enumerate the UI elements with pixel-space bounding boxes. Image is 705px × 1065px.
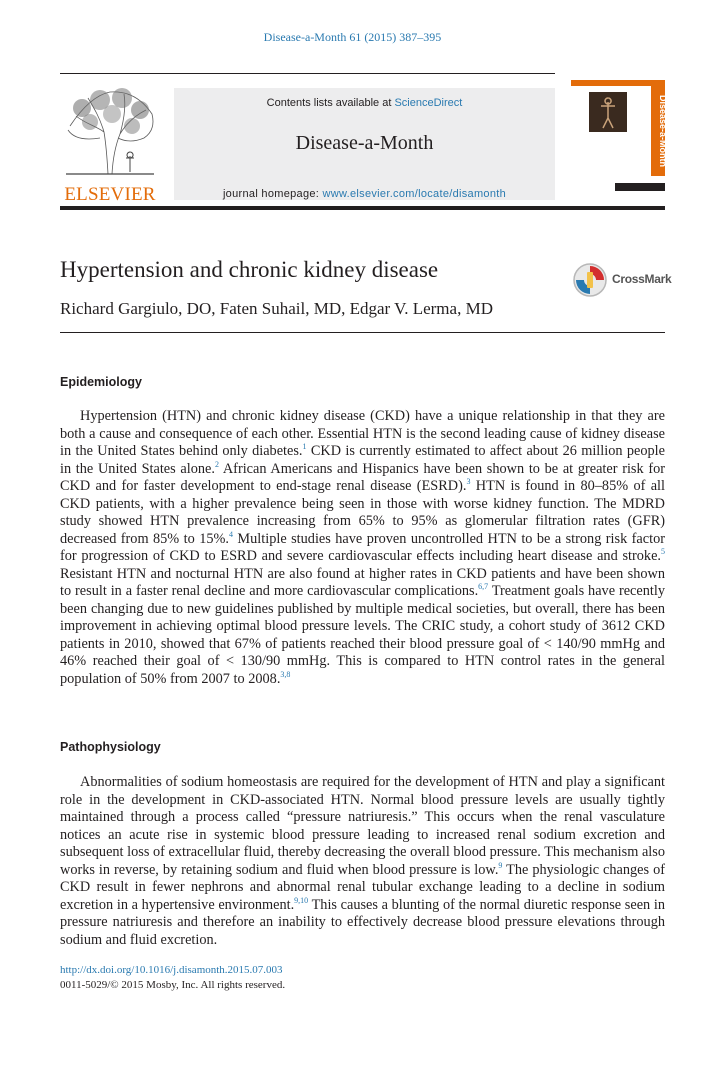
journal-banner [174, 88, 555, 200]
elsevier-wordmark: ELSEVIER [64, 184, 156, 205]
cover-bottom-bar [615, 183, 665, 191]
citation-link[interactable]: 9 [498, 860, 503, 870]
cover-figure-icon [589, 92, 627, 132]
copyright: 0011-5029/© 2015 Mosby, Inc. All rights reserved. [60, 979, 286, 991]
body-text-run: Resistant HTN and nocturnal HTN are also found at higher rates in CKD patients and have been shown to result in a faster renal decline and more cardiovascular complications. [60, 565, 665, 599]
crossmark-label: CrossMark [612, 272, 672, 286]
crossmark-badge[interactable] [572, 262, 672, 298]
masthead [60, 80, 668, 205]
article-title: Hypertension and chronic kidney disease [60, 257, 439, 282]
journal-reference[interactable]: Disease-a-Month 61 (2015) 387–395 [263, 30, 442, 44]
elsevier-tree-icon [60, 86, 160, 178]
body-text-run: African Americans and Hispanics have been shown to be at greater risk for CKD and for faster development to end-stage renal disease (ESRD). [60, 460, 665, 494]
body-text-run: CKD is currently estimated to affect about 26 million people in the United States alone. [60, 443, 665, 477]
body-text-run: The physiologic changes of CKD result in fewer nephrons and abnormal renal tubular exchange leading to a decline in sodium excretion in a hypertensive environment. [60, 861, 665, 913]
crossmark-icon [572, 262, 608, 298]
citation-link[interactable]: 5 [661, 547, 665, 557]
contents-prefix: Contents lists available at [266, 97, 395, 109]
section-heading: Pathophysiology [60, 740, 161, 754]
citation-link[interactable]: 4 [229, 529, 233, 539]
journal-cover[interactable] [571, 80, 668, 198]
elsevier-logo[interactable] [60, 86, 160, 205]
body-text-run: Abnormalities of sodium homeostasis are required for the development of HTN and play a significant role in the development in CKD-associated HTN. Normal blood pressure levels are usually tightly maintained through a process called “pressure natriuresis.” This occurs when the renal vasculature notices an acute rise in systemic blood pressure leading to increased renal sodium excretion and subsequent loss of extracellular fluid, thereby decreasing the overall blood pressure. This mechanism also works in reverse, by retaining sodium and fluid when blood pressure is low. [60, 774, 665, 878]
top-divider [60, 73, 555, 74]
doi-link[interactable]: http://dx.doi.org/10.1016/j.disamonth.2015.07.003 [60, 964, 283, 976]
citation-link[interactable]: 1 [302, 442, 307, 452]
citation-link[interactable]: 6,7 [478, 582, 489, 592]
cover-title: Disease-a-Month [658, 94, 668, 167]
section-body [60, 774, 665, 949]
footer [60, 963, 285, 993]
homepage-prefix: journal homepage: [222, 188, 323, 200]
body-text-run: Multiple studies have proven uncontrolled HTN to be a strong risk factor for progression of CKD to ESRD and severe cardiovascular effects including heart disease and stroke. [60, 530, 665, 564]
body-text-run: HTN is found in 80–85% of all CKD patients, with a higher prevalence being seen in those with worse kidney function. The MDRD study showed HTN prevalence increasing from 65% to 95% as glomerular filtration rates (GFR) decreased from 85% to 15%. [60, 478, 665, 547]
homepage-line [174, 188, 555, 200]
title-divider [60, 332, 665, 333]
sciencedirect-link[interactable]: ScienceDirect [394, 97, 463, 109]
citation-link[interactable]: 2 [214, 459, 219, 469]
homepage-link[interactable]: www.elsevier.com/locate/disamonth [322, 188, 507, 200]
masthead-divider [60, 206, 665, 210]
citation-link[interactable]: 3,8 [280, 669, 291, 679]
body-text-run: Treatment goals have recently been changing due to new guidelines published by multiple medical societies, but overall, there has been improvement in achieving optimal blood pressure levels. The CRIC study, a cohort study of 3612 CKD patients in 2010, showed that 67% of patients reached their blood pressure goal of < 140/90 mmHg and 46% reached their goal of < 130/90 mmHg. This is compared to HTN control rates in the general population of 50% from 2007 to 2008. [60, 583, 665, 687]
contents-line [174, 97, 555, 109]
journal-title: Disease-a-Month [295, 132, 434, 154]
authors: Richard Gargiulo, DO, Faten Suhail, MD, Edgar V. Lerma, MD [60, 299, 493, 318]
body-text-run: Hypertension (HTN) and chronic kidney disease (CKD) have a unique relationship in that they are both a cause and consequence of each other. Essential HTN is the second leading cause of kidney disease in the United States behind only diabetes. [60, 408, 665, 459]
citation-link[interactable]: 9,10 [294, 895, 309, 905]
citation-link[interactable]: 3 [466, 477, 471, 487]
body-text-run: This causes a blunting of the normal diuretic response seen in pressure natriuresis and therefore an inability to effectively decrease blood pressure elevations through sodium and fluid excretion. [60, 896, 665, 948]
section-body [60, 408, 665, 688]
section-heading: Epidemiology [60, 375, 142, 389]
cover-image [589, 92, 627, 132]
